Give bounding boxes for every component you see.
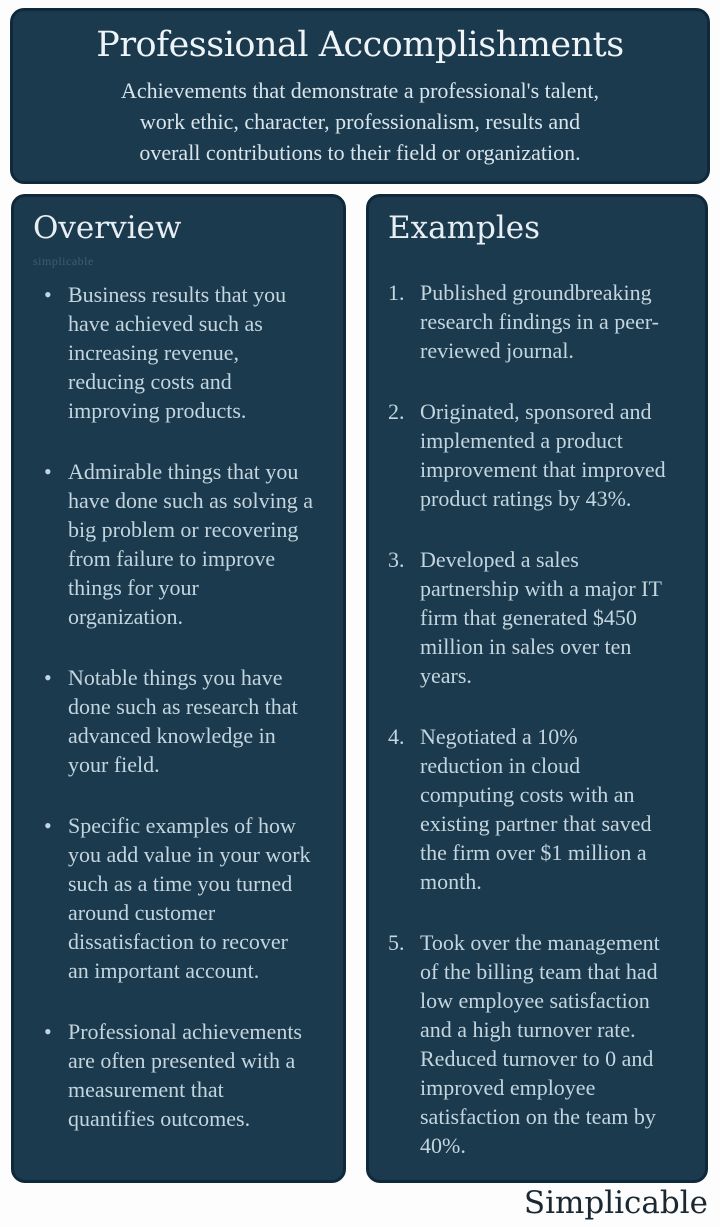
header-panel [10,8,710,184]
page-title: Professional Accomplishments [96,25,624,65]
list-item: • Specific examples of how you add value in your work such as a time you turned around customer dissatisfaction to recover an important account. [68,811,313,985]
overview-panel [11,194,346,1183]
list-item: • Notable things you have done such as research that advanced knowledge in your field. [68,663,313,779]
watermark: simplicable [33,254,94,268]
list-item: Developed a sales partnership with a major IT firm that generated $450 million in sales over ten years. [420,547,662,688]
overview-bullet-list [33,280,313,1133]
list-item: Took over the management of the billing team that had low employee satisfaction and a high turnover rate. Reduced turnover to 0 and improved employee satisfaction on the team by 40%. [420,930,660,1158]
page-subtitle: Achievements that demonstrate a professional's talent, work ethic, character, professionalism, results and overall contributions to their field or organization. [120,78,600,165]
list-item: Published groundbreaking research findings in a peer-reviewed journal. [420,280,660,363]
brand-wordmark: Simplicable [523,1185,708,1221]
list-item: • Professional achievements are often presented with a measurement that quantifies outcomes. [68,1017,313,1133]
list-item: • Business results that you have achieved such as increasing revenue, reducing costs and improving products. [68,280,313,425]
overview-heading: Overview [33,210,182,246]
list-item: • Admirable things that you have done such as solving a big problem or recovering from failure to improve things for your organization. [68,457,313,631]
list-item: Originated, sponsored and implemented a product improvement that improved product ratings by 43%. [420,399,666,511]
examples-heading: Examples [388,210,541,246]
examples-panel [366,194,708,1183]
list-item: Negotiated a 10% reduction in cloud computing costs with an existing partner that saved the firm over $1 million a month. [420,724,652,894]
examples-numbered-list [388,278,666,1160]
